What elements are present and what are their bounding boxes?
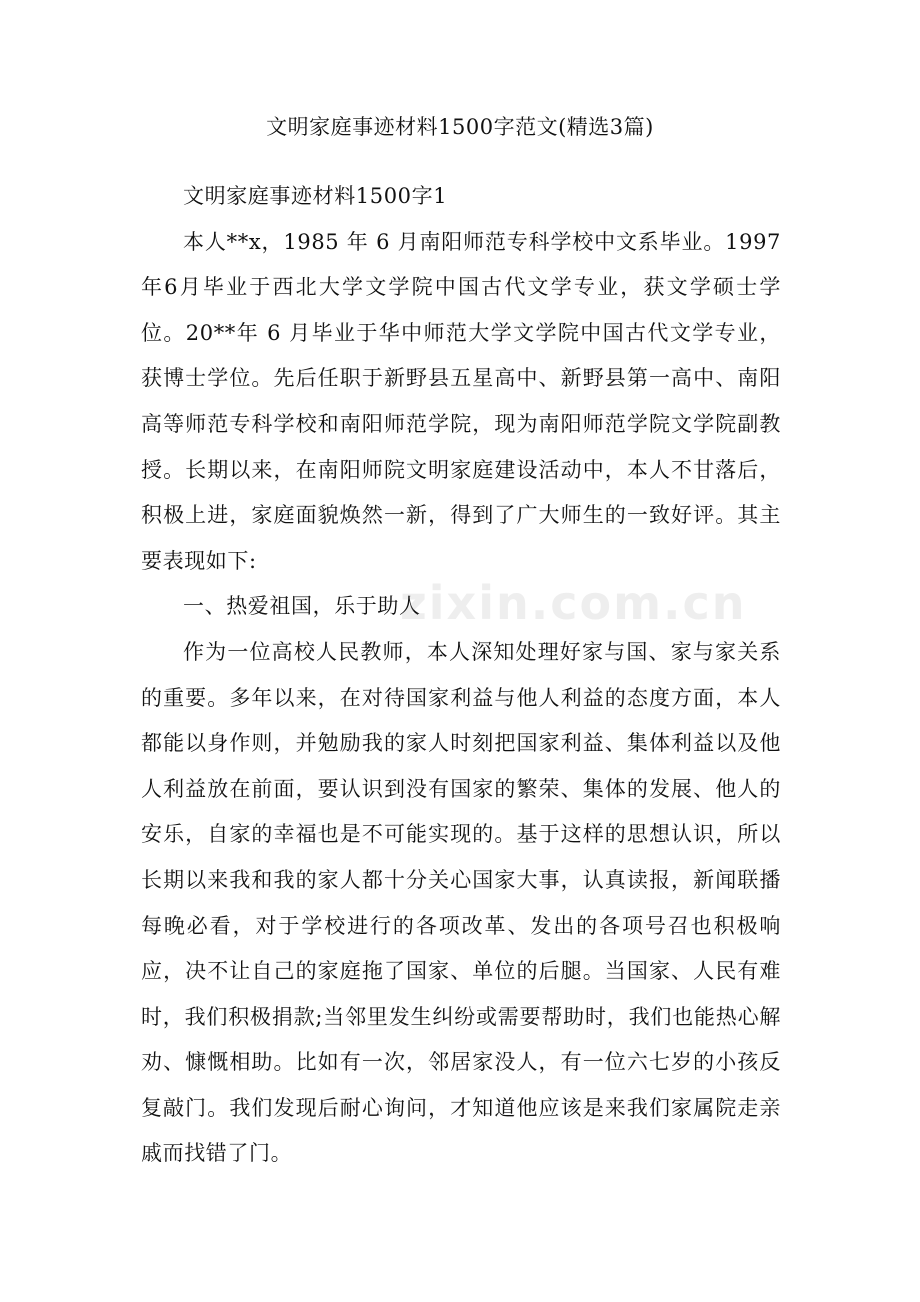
watermark: zixin.com.cn [400,576,747,630]
document-body [141,174,781,1177]
body-paragraph: 本人**x，1985 年 6 月南阳师范专科学校中文系毕业。1997年6月毕业于西北大学文学院中国古代文学专业，获文学硕士学位。20**年 6 月毕业于华中师范大学文学院中国古代文学专业，获博士学位。先后任职于新野县五星高中、新野县第一高中、南阳高等师范专科学校和南阳师范学院，现为南阳师范学院文学院副教授。长期以来，在南阳师院文明家庭建设活动中，本人不甘落后，积极上进，家庭面貌焕然一新，得到了广大师生的一致好评。其主要表现如下: [141,229,781,573]
body-paragraph: 作为一位高校人民教师，本人深知处理好家与国、家与家关系的重要。多年以来，在对待国家利益与他人利益的态度方面，本人都能以身作则，并勉励我的家人时刻把国家利益、集体利益以及他人利益放在前面，要认识到没有国家的繁荣、集体的发展、他人的安乐，自家的幸福也是不可能实现的。基于这样的思想认识，所以长期以来我和我的家人都十分关心国家大事，认真读报，新闻联播每晚必看，对于学校进行的各项改革、发出的各项号召也积极响应，决不让自己的家庭拖了国家、单位的后腿。当国家、人民有难时，我们积极捐款;当邻里发生纠纷或需要帮助时，我们也能热心解劝、慷慨相助。比如有一次，邻居家没人，有一位六七岁的小孩反复敲门。我们发现后耐心询问，才知道他应该是来我们家属院走亲戚而找错了门。 [141,639,781,1166]
document-title: 文明家庭事迹材料1500字范文(精选3篇) [266,115,654,139]
subsection-heading: 一、热爱祖国，乐于助人 [183,594,421,619]
section-heading: 文明家庭事迹材料1500字1 [183,184,448,208]
